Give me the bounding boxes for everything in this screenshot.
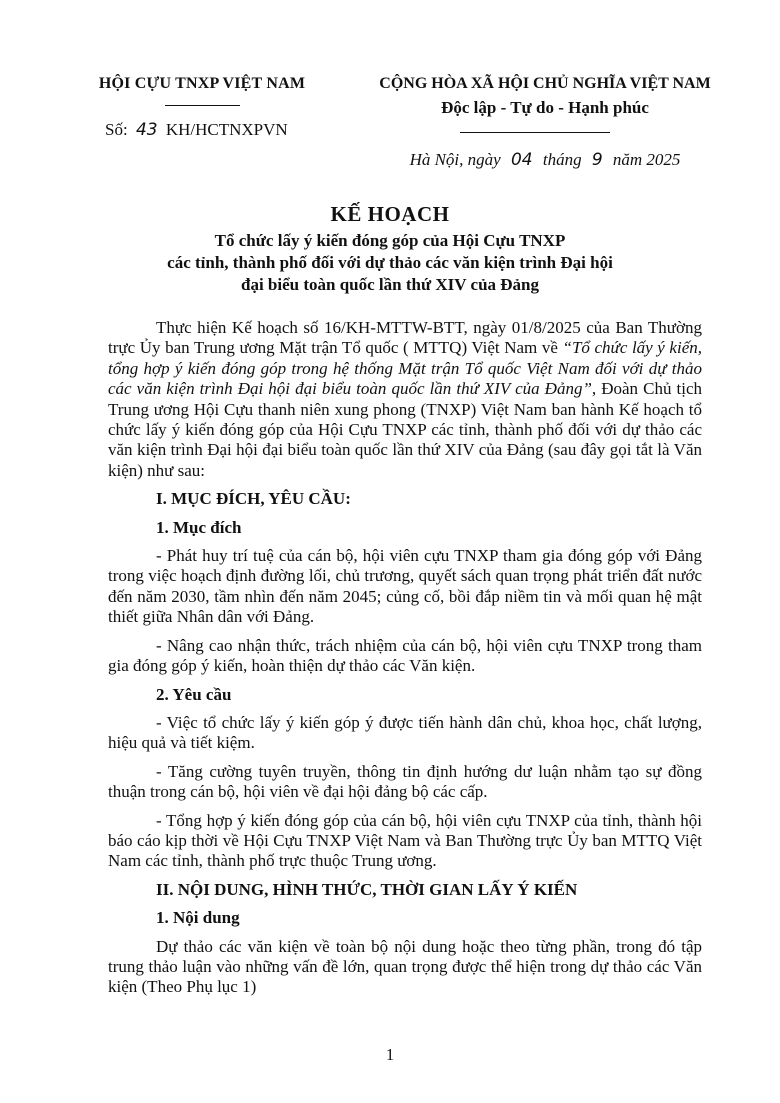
document-title: KẾ HOẠCH [330, 202, 450, 226]
section-1-heading: I. MỤC ĐÍCH, YÊU CẦU: [156, 489, 351, 509]
national-title: CỘNG HÒA XÃ HỘI CHỦ NGHĨA VIỆT NAM [379, 75, 711, 92]
document-body [108, 318, 702, 1006]
intro-text-2: , Đoàn Chủ tịch Trung ương Hội Cựu thanh niên xung phong (TNXP) Việt Nam ban hành Kế hoạch tổ chức lấy ý kiến đóng góp của Hội Cựu TNXP các tỉnh, thành phố đối với dự thảo các văn kiện trình Đại hội đại biểu toàn quốc lần thứ XIV của Đảng (sau đây gọi tắt là Văn kiện) như sau: [108, 379, 702, 480]
purpose-paragraph-2: - Nâng cao nhận thức, trách nhiệm của cán bộ, hội viên cựu TNXP trong tham gia đóng góp ý kiến, hoàn thiện dự thảo các Văn kiện. [108, 635, 702, 676]
subsection-2-1-heading: 1. Nội dung [156, 908, 240, 928]
subsection-1-1-heading: 1. Mục đích [156, 517, 242, 537]
issuing-organization: HỘI CỰU TNXP VIỆT NAM [98, 75, 306, 92]
purpose-paragraph-1: - Phát huy trí tuệ của cán bộ, hội viên cựu TNXP tham gia đóng góp với Đảng trong việc hoạch định đường lối, chủ trương, quyết sách quan trọng phát triển đất nước đến năm 2030, tầm nhìn đến năm 2045; củng cố, bồi đắp niềm tin và mối quan hệ mật thiết giữa Nhân dân với Đảng. [108, 546, 702, 627]
subtitle-line-2: các tỉnh, thành phố đối với dự thảo các văn kiện trình Đại hội [167, 253, 613, 272]
national-motto: Độc lập - Tự do - Hạnh phúc [441, 98, 649, 117]
motto-underline [460, 132, 610, 133]
content-paragraph-1: Dự thảo các văn kiện về toàn bộ nội dung hoặc theo từng phần, trong đó tập trung thảo luận vào những vấn đề lớn, quan trọng được thể hiện trong dự thảo các Văn kiện (Theo Phụ lục 1) [108, 936, 702, 997]
document-number-handwritten: 43 [135, 120, 158, 140]
document-number-label: Số: [105, 120, 128, 139]
day-handwritten: 04 [510, 150, 533, 170]
month-label: tháng [542, 150, 582, 169]
subtitle-line-1: Tổ chức lấy ý kiến đóng góp của Hội Cựu TNXP [214, 231, 566, 250]
requirement-paragraph-3: - Tổng hợp ý kiến đóng góp của cán bộ, hội viên cựu TNXP của tỉnh, thành hội báo cáo kịp thời về Hội Cựu TNXP Việt Nam và Ban Thường trực Ủy ban MTTQ Việt Nam các tỉnh, thành phố trực thuộc Trung ương. [108, 810, 702, 871]
intro-paragraph [108, 318, 702, 481]
place-and-date [360, 150, 730, 170]
year-text: năm 2025 [612, 150, 681, 169]
place-date-prefix: Hà Nội, ngày [409, 150, 501, 169]
requirement-paragraph-2: - Tăng cường tuyên truyền, thông tin định hướng dư luận nhằm tạo sự đồng thuận trong cán bộ, hội viên về đại hội đảng bộ các cấp. [108, 761, 702, 802]
document-number-suffix: KH/HCTNXPVN [165, 120, 288, 139]
document-number [105, 120, 288, 140]
subtitle-line-3: đại biểu toàn quốc lần thứ XIV của Đảng [240, 275, 539, 294]
page-number: 1 [385, 1045, 395, 1064]
requirement-paragraph-1: - Việc tổ chức lấy ý kiến góp ý được tiến hành dân chủ, khoa học, chất lượng, hiệu quả và tiết kiệm. [108, 712, 702, 753]
organization-underline [165, 105, 240, 106]
section-2-heading: II. NỘI DUNG, HÌNH THỨC, THỜI GIAN LẤY Ý KIẾN [156, 879, 578, 899]
subsection-1-2-heading: 2. Yêu cầu [156, 684, 232, 704]
month-handwritten: 9 [591, 150, 603, 170]
intro-text-1: Thực hiện Kế hoạch số 16/KH-MTTW-BTT, ngày 01/8/2025 của Ban Thường trực Ủy ban Trung ương Mặt trận Tổ quốc ( MTTQ) Việt Nam về [108, 318, 702, 358]
intro-quoted-title: “Tổ chức lấy ý kiến, tổng hợp ý kiến đóng góp trong hệ thống Mặt trận Tổ quốc Việt Nam đối với dự thảo các văn kiện trình Đại hội đại biểu toàn quốc lần thứ XIV của Đảng” [108, 338, 703, 399]
